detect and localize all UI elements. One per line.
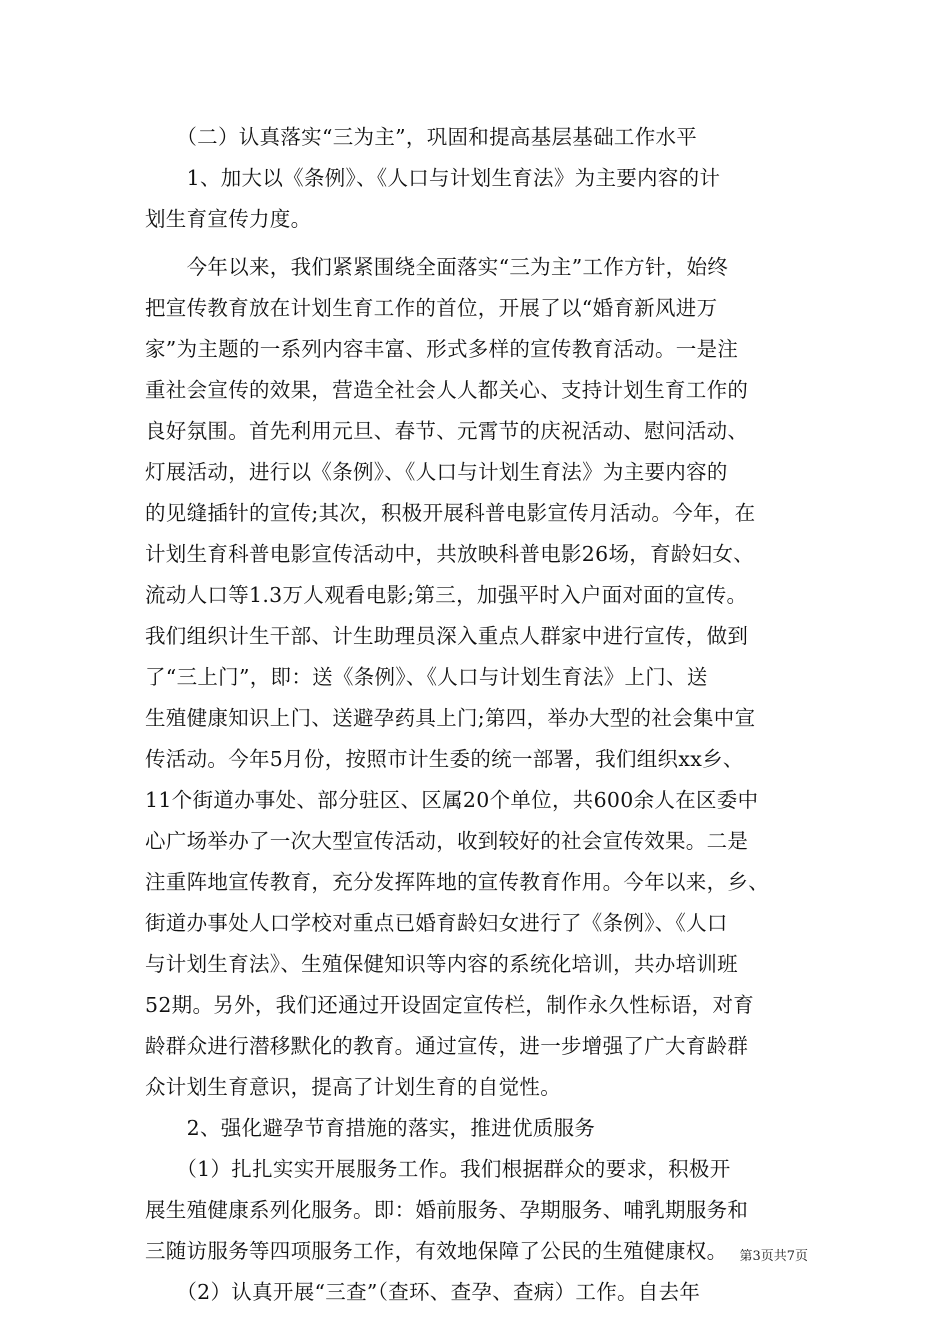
section-heading: （二）认真落实“三为主”，巩固和提高基层基础工作水平 (145, 125, 698, 149)
paragraph-line: 众计划生育意识，提高了计划生育的自觉性。 (145, 1075, 561, 1099)
paragraph-line: 的见缝插针的宣传;其次，积极开展科普电影宣传月活动。今年，在 (145, 501, 756, 525)
paragraph-line: 今年以来，我们紧紧围绕全面落实“三为主”工作方针，始终 (145, 255, 729, 279)
paragraph-line: （1）扎扎实实开展服务工作。我们根据群众的要求，积极开 (145, 1157, 731, 1181)
subheading-line: 1、加大以《条例》、《人口与计划生育法》为主要内容的计 (145, 166, 721, 190)
subheading-line: 2、强化避孕节育措施的落实，推进优质服务 (145, 1116, 596, 1140)
paragraph-line: 灯展活动，进行以《条例》、《人口与计划生育法》为主要内容的 (145, 460, 728, 484)
paragraph-line: 与计划生育法》、生殖保健知识等内容的系统化培训，共办培训班 (145, 952, 738, 976)
paragraph-line: 家”为主题的一系列内容丰富、形式多样的宣传教育活动。一是注 (145, 337, 739, 361)
paragraph-line: 生殖健康知识上门、送避孕药具上门;第四，举办大型的社会集中宣 (145, 706, 756, 730)
subheading-line: 划生育宣传力度。 (145, 207, 312, 231)
paragraph-line: 把宣传教育放在计划生育工作的首位，开展了以“婚育新风进万 (145, 296, 718, 320)
document-body (145, 117, 810, 1313)
paragraph-line: 传活动。今年5月份，按照市计生委的统一部署，我们组织xx乡、 (145, 747, 744, 771)
paragraph-line: 注重阵地宣传教育，充分发挥阵地的宣传教育作用。今年以来，乡、 (145, 870, 769, 894)
paragraph-line: 心广场举办了一次大型宣传活动，收到较好的社会宣传效果。二是 (145, 829, 749, 853)
page-number: 第3页共7页 (739, 1249, 808, 1264)
paragraph-line: 三随访服务等四项服务工作，有效地保障了公民的生殖健康权。 (145, 1239, 728, 1263)
paragraph-line: 流动人口等1.3万人观看电影;第三，加强平时入户面对面的宣传。 (145, 583, 748, 607)
paragraph-line: 我们组织计生干部、计生助理员深入重点人群家中进行宣传，做到 (145, 624, 749, 648)
paragraph-line: 11个街道办事处、部分驻区、区属20个单位，共600余人在区委中 (145, 788, 759, 812)
paragraph-line: 重社会宣传的效果，营造全社会人人都关心、支持计划生育工作的 (145, 378, 749, 402)
paragraph-line: 良好氛围。首先利用元旦、春节、元霄节的庆祝活动、慰问活动、 (145, 419, 749, 443)
paragraph-line: （2）认真开展“三查”（查环、查孕、查病）工作。自去年 (145, 1280, 701, 1304)
paragraph-line: 街道办事处人口学校对重点已婚育龄妇女进行了《条例》、《人口 (145, 911, 728, 935)
paragraph-gap (145, 240, 810, 247)
paragraph-line: 了“三上门”，即：送《条例》、《人口与计划生育法》上门、送 (145, 665, 708, 689)
paragraph-line: 展生殖健康系列化服务。即：婚前服务、孕期服务、哺乳期服务和 (145, 1198, 749, 1222)
paragraph-line: 龄群众进行潜移默化的教育。通过宣传，进一步增强了广大育龄群 (145, 1034, 749, 1058)
paragraph-line: 计划生育科普电影宣传活动中，共放映科普电影26场，育龄妇女、 (145, 542, 755, 566)
paragraph-line: 52期。另外，我们还通过开设固定宣传栏，制作永久性标语，对育 (145, 993, 755, 1017)
